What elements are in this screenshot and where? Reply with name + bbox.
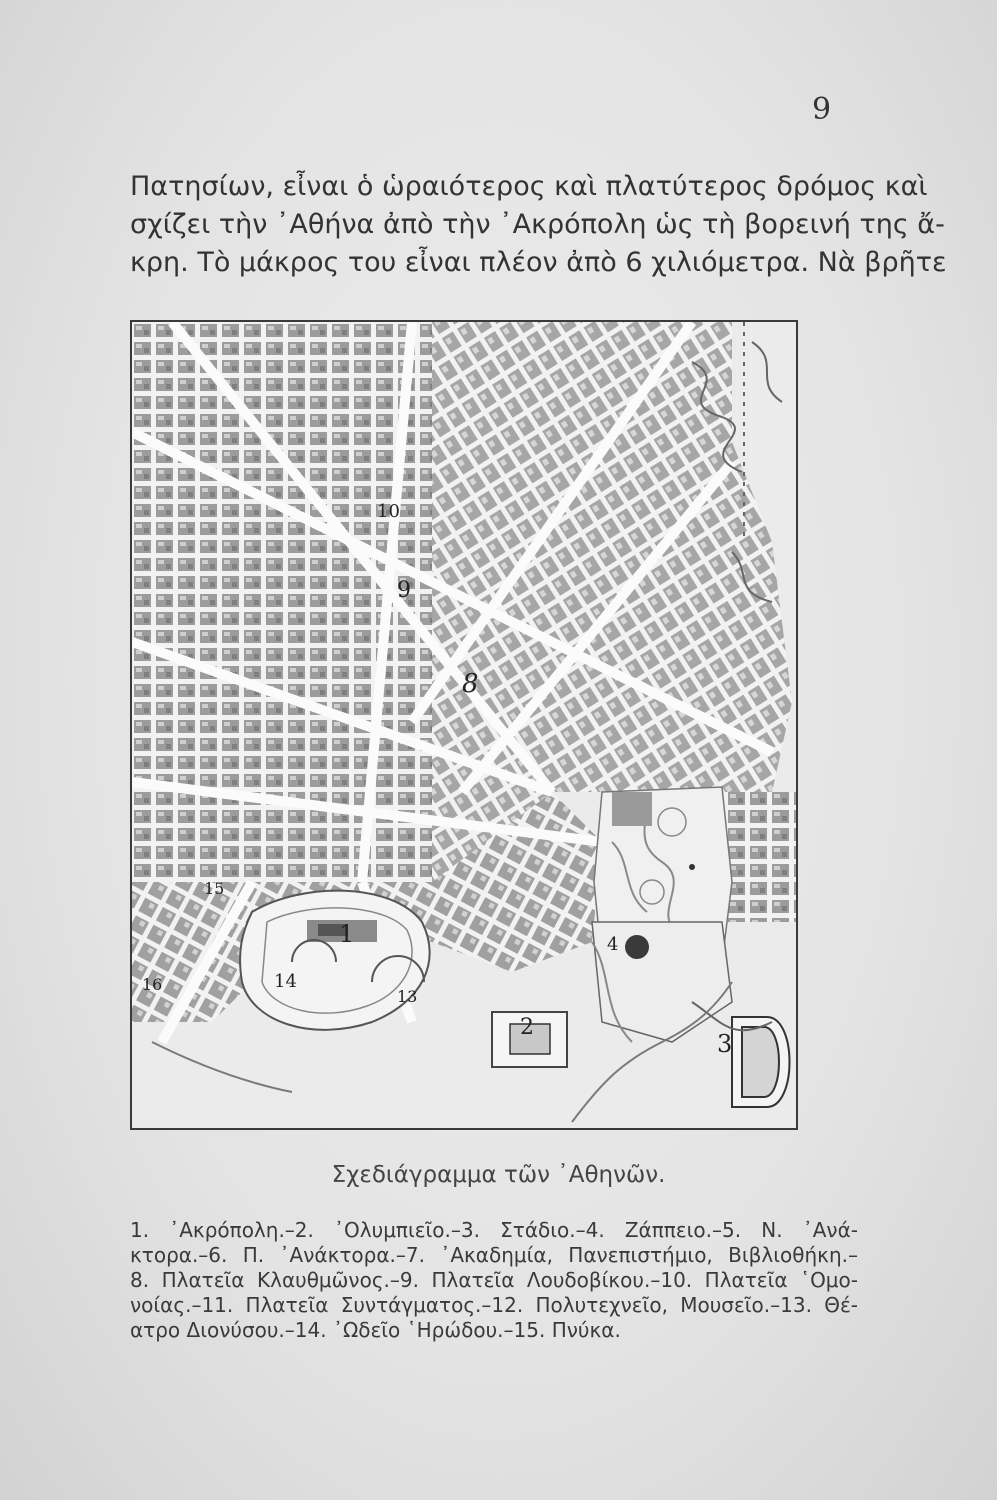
legend-line: 1. ᾿Ακρόπολη.–2. ᾿Ολυμπιεῖο.–3. Στάδιο.–4. Ζάππειο.–5. Ν. ᾿Ανά-	[130, 1218, 858, 1242]
map-drawing	[132, 322, 796, 1128]
legend-line: ατρο Διονύσου.–14. ᾿Ωδεῖο ῾Ηρώδου.–15. Πνύκα.	[130, 1318, 621, 1342]
map-label: 14	[274, 971, 297, 992]
legend-line: 8. Πλατεῖα Κλαυθμῶνος.–9. Πλατεῖα Λουδοβίκου.–10. Πλατεῖα ῾Ομο-	[130, 1268, 858, 1292]
page-number: 9	[812, 92, 832, 127]
map-label: 15	[204, 879, 225, 898]
map-label: 8	[462, 669, 479, 699]
map-legend	[130, 1218, 858, 1343]
map-label: 1	[339, 920, 355, 948]
map-label: 16	[142, 975, 163, 994]
map-label: 13	[397, 987, 418, 1006]
legend-line: νοίας.–11. Πλατεῖα Συντάγματος.–12. Πολυτεχνεῖο, Μουσεῖο.–13. Θέ-	[130, 1293, 858, 1317]
legend-line: κτορα.–6. Π. ᾿Ανάκτορα.–7. ᾿Ακαδημία, Πανεπιστήμιο, Βιβλιοθήκη.–	[130, 1243, 858, 1267]
map-label: 2	[520, 1015, 534, 1040]
map-label: 3	[717, 1030, 733, 1058]
map-label: 4	[607, 934, 619, 955]
map-caption: Σχεδιάγραμμα τῶν ᾿Αθηνῶν.	[331, 1162, 666, 1188]
intro-line: σχίζει τὴν ᾿Αθήνα ἀπὸ τὴν ᾿Ακρόπολη ὡς τὴ βορεινή της ἄ-	[130, 209, 945, 240]
intro-line: Πατησίων, εἶναι ὁ ὡραιότερος καὶ πλατύτερος δρόμος καὶ	[130, 171, 928, 202]
intro-line: κρη. Τὸ μάκρος του εἶναι πλέον ἀπὸ 6 χιλιόμετρα. Νὰ βρῆτε	[130, 247, 947, 278]
athens-street-map	[130, 320, 798, 1130]
map-label: 10	[377, 501, 400, 522]
intro-paragraph	[130, 168, 947, 282]
map-label: 9	[397, 578, 411, 603]
